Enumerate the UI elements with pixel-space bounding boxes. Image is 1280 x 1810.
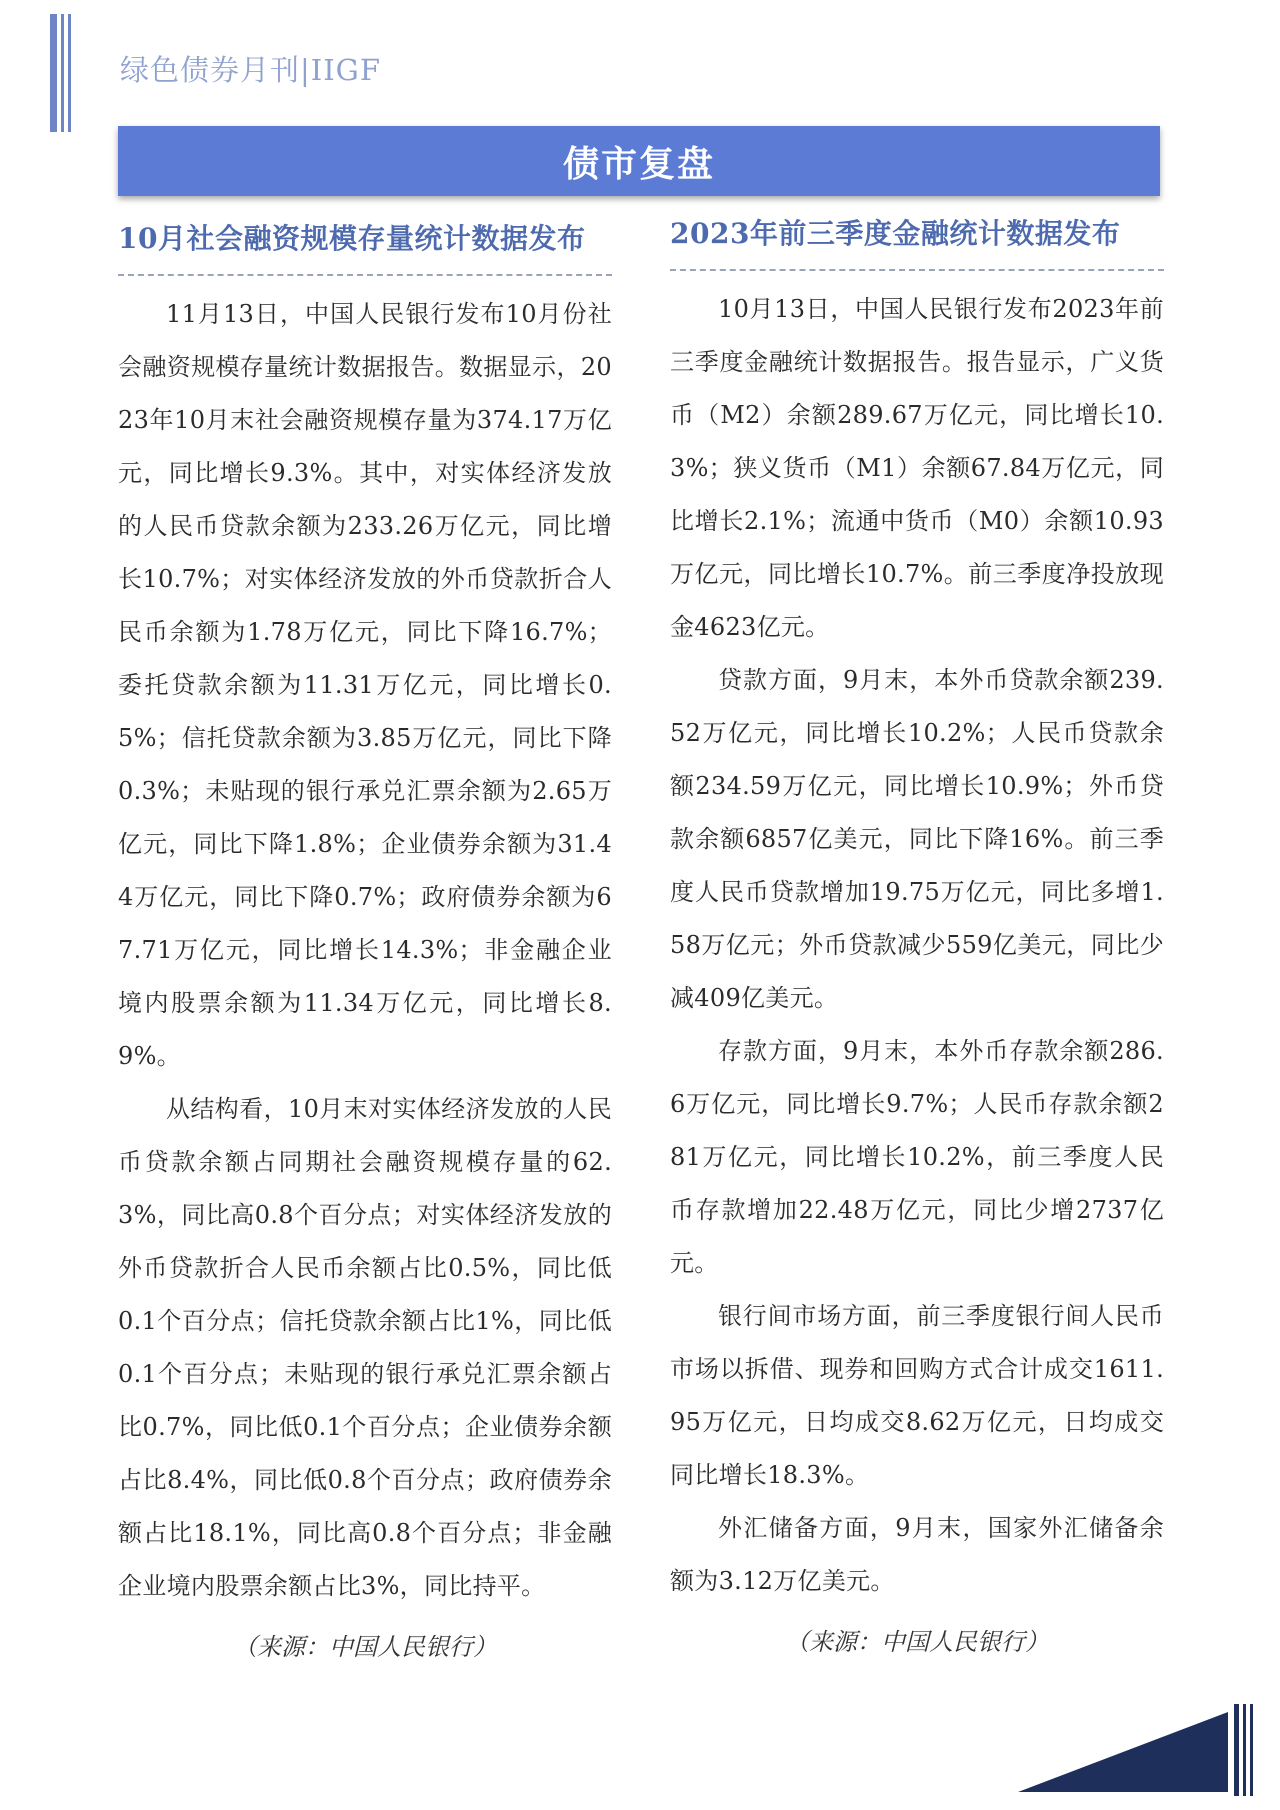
right-article-title: 2023年前三季度金融统计数据发布 <box>670 217 1121 250</box>
right-title-divider <box>670 269 1164 271</box>
right-paragraph-2: 贷款方面，9月末，本外币贷款余额239.52万亿元，同比增长10.2%；人民币贷款余额234.59万亿元，同比增长10.9%；外币贷款余额6857亿美元，同比下降16%。前三季度人民币贷款增加19.75万亿元，同比多增1.58万亿元；外币贷款减少559亿美元，同比少减409亿美元。 <box>670 666 1164 1012</box>
left-paragraph-2: 从结构看，10月末对实体经济发放的人民币贷款余额占同期社会融资规模存量的62.3%，同比高0.8个百分点；对实体经济发放的外币贷款折合人民币余额占比0.5%，同比低0.1个百分点；信托贷款余额占比1%，同比低0.1个百分点；未贴现的银行承兑汇票余额占比0.7%，同比低0.1个百分点；企业债券余额占比8.4%，同比低0.8个百分点；政府债券余额占比18.1%，同比高0.8个百分点；非金融企业境内股票余额占比3%，同比持平。 <box>118 1095 612 1600</box>
right-article <box>670 212 1164 1669</box>
right-paragraph-1: 10月13日，中国人民银行发布2023年前三季度金融统计数据报告。报告显示，广义货币（M2）余额289.67万亿元，同比增长10.3%；狭义货币（M1）余额67.84万亿元，同比增长2.1%；流通中货币（M0）余额10.93万亿元，同比增长10.7%。前三季度净投放现金4623亿元。 <box>670 295 1164 641</box>
right-paragraph-3: 存款方面，9月末，本外币存款余额286.6万亿元，同比增长9.7%；人民币存款余额281万亿元，同比增长10.2%，前三季度人民币存款增加22.48万亿元，同比少增2737亿元。 <box>670 1037 1164 1277</box>
left-paragraph-1: 11月13日，中国人民银行发布10月份社会融资规模存量统计数据报告。数据显示，2023年10月末社会融资规模存量为374.17万亿元，同比增长9.3%。其中，对实体经济发放的人民币贷款余额为233.26万亿元，同比增长10.7%；对实体经济发放的外币贷款折合人民币余额为1.78万亿元，同比下降16.7%；委托贷款余额为11.31万亿元，同比增长0.5%；信托贷款余额为3.85万亿元，同比下降0.3%；未贴现的银行承兑汇票余额为2.65万亿元，同比下降1.8%；企业债券余额为31.44万亿元，同比下降0.7%；政府债券余额为67.71万亿元，同比增长14.3%；非金融企业境内股票余额为11.34万亿元，同比增长8.9%。 <box>118 300 612 1070</box>
section-banner <box>118 126 1160 196</box>
page-number: 1 <box>1146 1756 1162 1782</box>
right-paragraph-5: 外汇储备方面，9月末，国家外汇储备余额为3.12万亿美元。 <box>670 1514 1164 1595</box>
left-article <box>118 212 612 1674</box>
section-title: 债市复盘 <box>562 142 715 185</box>
left-article-title: 10月社会融资规模存量统计数据发布 <box>118 222 586 255</box>
left-source: （来源：中国人民银行） <box>233 1633 497 1661</box>
journal-name: 绿色债券月刊|IIGF <box>120 53 381 87</box>
header-decoration-bars <box>50 14 74 132</box>
right-paragraph-4: 银行间市场方面，前三季度银行间人民币市场以拆借、现券和回购方式合计成交1611.95万亿元，日均成交8.62万亿元，日均成交同比增长18.3%。 <box>670 1302 1164 1489</box>
footer-corner-decoration <box>1018 1700 1258 1800</box>
right-source: （来源：中国人民银行） <box>785 1628 1049 1656</box>
left-title-divider <box>118 274 612 276</box>
